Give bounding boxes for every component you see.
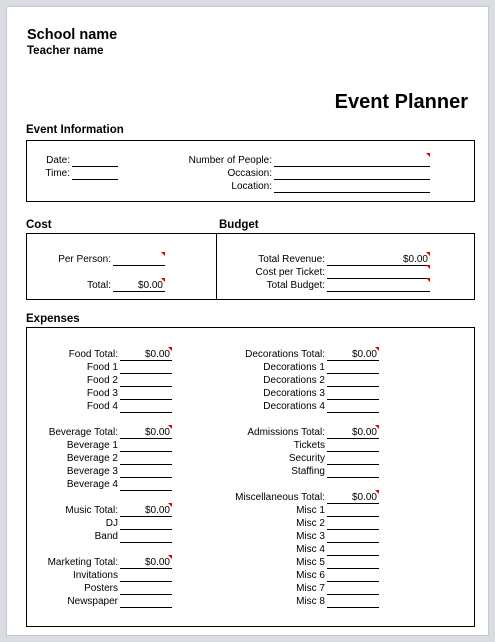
total-budget-label: Total Budget: [266, 280, 325, 291]
date-label: Date: [46, 155, 70, 166]
decorations-item-label: Decorations 2 [263, 375, 325, 386]
decorations-item-label: Decorations 1 [263, 362, 325, 373]
misc-item-field[interactable] [327, 517, 379, 530]
misc-item-label: Misc 8 [296, 596, 325, 607]
total-revenue-label: Total Revenue: [258, 254, 325, 265]
admissions-total-label: Admissions Total: [247, 427, 325, 438]
decorations-item-label: Decorations 3 [263, 388, 325, 399]
food-item-label: Food 4 [86, 401, 118, 412]
music-item-label: Band [94, 531, 118, 542]
misc-total-value: $0.00 [351, 492, 377, 503]
beverage-item-label: Beverage 4 [66, 479, 118, 490]
expenses-heading: Expenses [26, 313, 80, 325]
comment-marker-icon [426, 153, 430, 157]
admissions-item-field[interactable] [327, 439, 379, 452]
marketing-total-value: $0.00 [144, 557, 170, 568]
event-information-heading: Event Information [26, 124, 124, 136]
beverage-item-label: Beverage 3 [66, 466, 118, 477]
school-name: School name [27, 27, 118, 43]
decorations-item-field[interactable] [327, 387, 379, 400]
total-revenue-value: $0.00 [402, 254, 428, 265]
event-planner-sheet [6, 6, 489, 636]
beverage-total-label: Beverage Total: [48, 427, 118, 438]
location-field[interactable] [274, 180, 430, 193]
misc-item-field[interactable] [327, 530, 379, 543]
food-item-label: Food 2 [86, 375, 118, 386]
cost-total-label: Total: [87, 280, 111, 291]
misc-item-label: Misc 1 [296, 505, 325, 516]
admissions-item-label: Tickets [293, 440, 325, 451]
misc-item-label: Misc 3 [296, 531, 325, 542]
cost-budget-box [26, 233, 475, 300]
comment-marker-icon [375, 490, 379, 494]
page-title: Event Planner [334, 91, 468, 113]
misc-item-field[interactable] [327, 504, 379, 517]
decorations-item-label: Decorations 4 [263, 401, 325, 412]
food-total-value: $0.00 [144, 349, 170, 360]
misc-item-field[interactable] [327, 569, 379, 582]
budget-heading: Budget [219, 219, 259, 231]
expenses-box [26, 327, 475, 627]
occasion-label: Occasion: [227, 168, 272, 179]
decorations-item-field[interactable] [327, 361, 379, 374]
decorations-total-value: $0.00 [351, 349, 377, 360]
beverage-item-label: Beverage 2 [66, 453, 118, 464]
number-of-people-label: Number of People: [188, 155, 272, 166]
marketing-item-label: Newspaper [67, 596, 118, 607]
decorations-total-label: Decorations Total: [245, 349, 325, 360]
marketing-item-label: Invitations [72, 570, 118, 581]
beverage-total-value: $0.00 [144, 427, 170, 438]
misc-item-label: Misc 6 [296, 570, 325, 581]
cost-total-value: $0.00 [137, 280, 163, 291]
admissions-item-field[interactable] [327, 465, 379, 478]
misc-item-field[interactable] [327, 595, 379, 608]
comment-marker-icon [426, 265, 430, 269]
teacher-name: Teacher name [27, 45, 104, 57]
occasion-field[interactable] [274, 167, 430, 180]
decorations-item-field[interactable] [327, 400, 379, 413]
per-person-label: Per Person: [58, 254, 111, 265]
comment-marker-icon [426, 278, 430, 282]
misc-item-field[interactable] [327, 556, 379, 569]
misc-item-field[interactable] [327, 582, 379, 595]
comment-marker-icon [375, 425, 379, 429]
music-total-label: Music Total: [65, 505, 118, 516]
misc-item-label: Misc 5 [296, 557, 325, 568]
cost-heading: Cost [26, 219, 52, 231]
misc-total-label: Miscellaneous Total: [235, 492, 325, 503]
beverage-item-field[interactable] [120, 478, 172, 491]
cost-per-ticket-field[interactable] [327, 266, 430, 279]
event-information-box [26, 140, 475, 202]
food-item-label: Food 3 [86, 388, 118, 399]
marketing-total-label: Marketing Total: [47, 557, 118, 568]
marketing-item-label: Posters [84, 583, 118, 594]
admissions-item-label: Staffing [291, 466, 325, 477]
misc-item-label: Misc 7 [296, 583, 325, 594]
admissions-item-field[interactable] [327, 452, 379, 465]
music-total-value: $0.00 [144, 505, 170, 516]
misc-item-label: Misc 2 [296, 518, 325, 529]
time-label: Time: [45, 168, 70, 179]
beverage-item-label: Beverage 1 [66, 440, 118, 451]
misc-item-label: Misc 4 [296, 544, 325, 555]
misc-item-field[interactable] [327, 543, 379, 556]
food-item-label: Food 1 [86, 362, 118, 373]
number-of-people-field[interactable] [274, 154, 430, 167]
cost-per-ticket-label: Cost per Ticket: [255, 267, 325, 278]
comment-marker-icon [426, 252, 430, 256]
food-total-label: Food Total: [68, 349, 118, 360]
total-budget-field[interactable] [327, 279, 430, 292]
admissions-total-value: $0.00 [351, 427, 377, 438]
admissions-item-label: Security [288, 453, 325, 464]
location-label: Location: [231, 181, 272, 192]
comment-marker-icon [375, 347, 379, 351]
decorations-item-field[interactable] [327, 374, 379, 387]
music-item-label: DJ [105, 518, 118, 529]
